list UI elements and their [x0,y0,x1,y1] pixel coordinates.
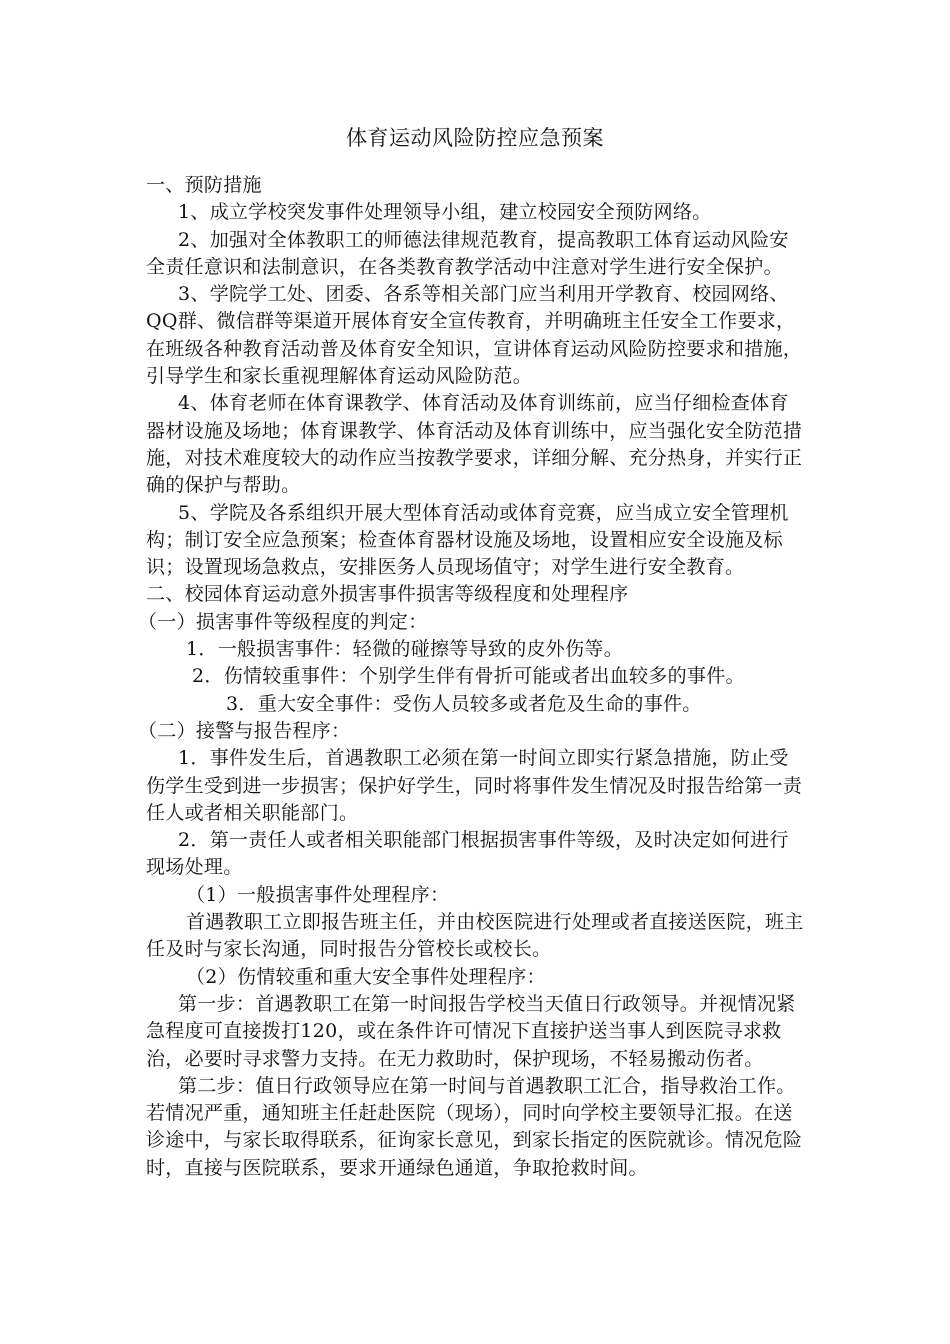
paragraph: 2．伤情较重事件：个别学生伴有骨折可能或者出血较多的事件。 [192,665,745,688]
paragraph: 5、学院及各系组织开展大型体育活动或体育竞赛，应当成立安全管理机构；制订安全应急预案；检查体育器材设施及场地，设置相应安全设施及标识；设置现场急救点，安排医务人员现场值守；对学生进行安全教育。 [146,501,789,579]
paragraph: 4、体育老师在体育课教学、体育活动及体育训练前，应当仔细检查体育器材设施及场地；体育课教学、体育活动及体育训练中，应当强化安全防范措施，对技术难度较大的动作应当按教学要求，详细分解、充分热身，并实行正确的保护与帮助。 [146,392,803,497]
paragraph: 3．重大安全事件：受伤人员较多或者危及生命的事件。 [226,692,702,715]
paragraph: （一）损害事件等级程度的判定： [138,610,428,633]
paragraph: 二、校园体育运动意外损害事件损害等级程度和处理程序 [146,583,629,606]
paragraph: 第二步：值日行政领导应在第一时间与首遇教职工汇合，指导救治工作。若情况严重，通知班主任赶赴医院（现场），同时向学校主要领导汇报。在送诊途中，与家长取得联系，征询家长意见，到家长指定的医院就诊。情况危险时，直接与医院联系，要求开通绿色通道，争取抢救时间。 [146,1074,803,1179]
paragraph: 一、预防措施 [146,174,262,196]
paragraph: 首遇教职工立即报告班主任，并由校医院进行处理或者直接送医院，班主任及时与家长沟通，同时报告分管校长或校长。 [146,911,804,961]
paragraph: （二）接警与报告程序： [138,719,351,742]
paragraph: （1）一般损害事件处理程序： [186,883,450,906]
paragraph: 1．一般损害事件：轻微的碰擦等导致的皮外伤等。 [186,638,623,661]
paragraph: 1、成立学校突发事件处理领导小组，建立校园安全预防网络。 [178,201,712,224]
paragraph: 第一步：首遇教职工在第一时间报告学校当天值日行政领导。并视情况紧急程度可直接拨打120，或在条件许可情况下直接护送当事人到医院寻求救治，必要时寻求警力支持。在无力救助时，保护现场，不轻易搬动伤者。 [146,992,796,1070]
paragraph: 2．第一责任人或者相关职能部门根据损害事件等级，及时决定如何进行现场处理。 [146,829,789,879]
paragraph: 1．事件发生后，首遇教职工必须在第一时间立即实行紧急措施，防止受伤学生受到进一步损害；保护好学生，同时将事件发生情况及时报告给第一责任人或者相关职能部门。 [146,747,803,824]
paragraph: 2、加强对全体教职工的师德法律规范教育，提高教职工体育运动风险安全责任意识和法制意识，在各类教育教学活动中注意对学生进行安全保护。 [146,228,789,278]
document-body [138,172,806,1182]
paragraph: （2）伤情较重和重大安全事件处理程序： [186,965,546,988]
document-title: 体育运动风险防控应急预案 [346,126,604,150]
paragraph: 3、学院学工处、团委、各系等相关部门应当利用开学教育、校园网络、QQ群、微信群等渠道开展体育安全宣传教育，并明确班主任安全工作要求，在班级各种教育活动普及体育安全知识，宣讲体育运动风险防控要求和措施，引导学生和家长重视理解体育运动风险防范。 [146,283,803,388]
